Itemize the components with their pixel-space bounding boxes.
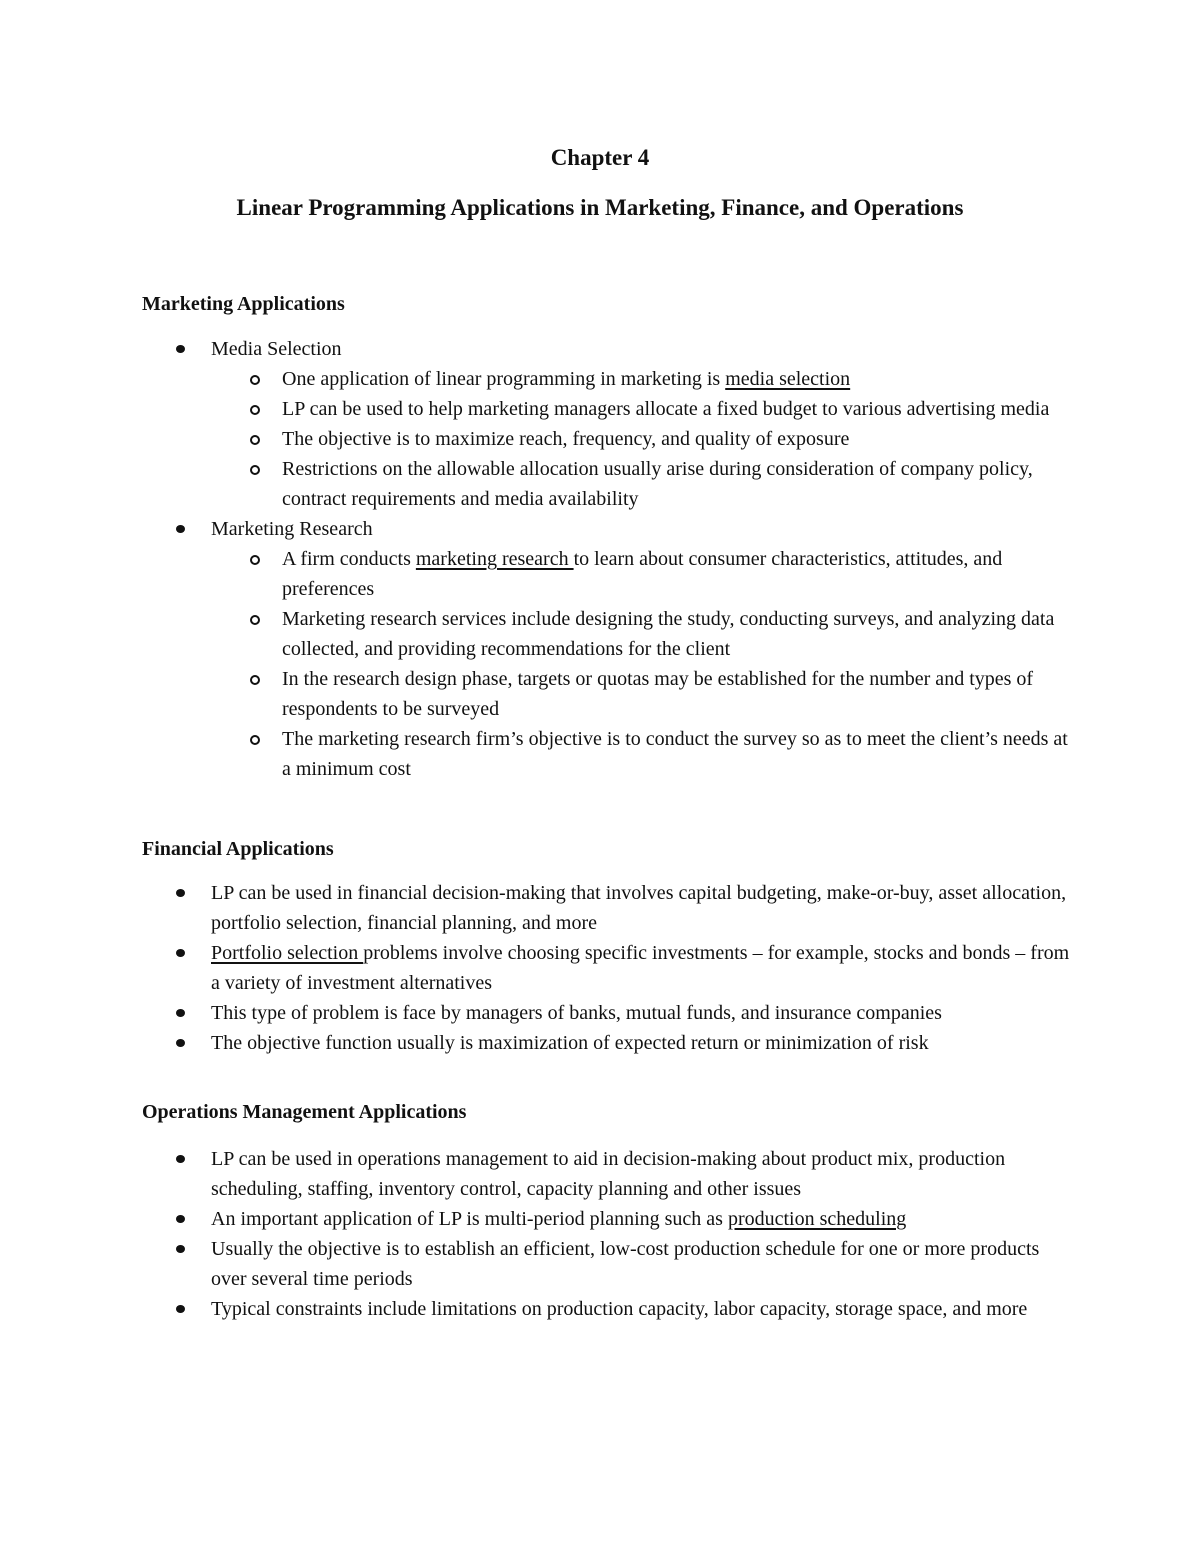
list-item-text: The marketing research firm’s objective is to conduct the survey so as to meet the client’s needs at a minimum cost [282,728,1068,780]
list-item-text: LP can be used in operations management to aid in decision-making about product mix, production scheduling, staffing, inventory control, capacity planning and other issues [211,1148,1006,1200]
list-item-text: problems involve choosing specific investments – for example, stocks and bonds – from a variety of investment alternatives [211,942,1070,994]
bullet-circle-icon [250,465,260,475]
section-heading-operations: Operations Management Applications [142,1101,467,1123]
bullet-dot-icon [176,1215,185,1223]
list-item [0,878,1071,938]
underlined-term: production scheduling [727,1208,907,1230]
operations-list [0,1144,1200,1324]
bullet-circle-icon [250,735,260,745]
bullet-dot-icon [176,949,185,957]
bullet-dot-icon [176,1245,185,1253]
bullet-circle-icon [250,675,260,685]
list-item-text: to learn about consumer characteristics, attitudes, and preferences [282,548,1003,600]
bullet-dot-icon [176,345,185,353]
list-item [0,604,1072,664]
chapter-title: Chapter 4 [550,145,650,170]
list-item-text: The objective is to maximize reach, frequency, and quality of exposure [282,428,850,450]
list-item [0,1204,1071,1234]
financial-list [0,878,1200,1058]
marketing-list [0,334,1200,784]
list-item-text: Marketing research services include designing the study, conducting surveys, and analyzing data collected, and providing recommendations for the client [282,608,1055,660]
list-item-marketing-research [0,514,1071,544]
list-item [0,1028,1091,1058]
list-item-text: An important application of LP is multi-period planning such as [211,1208,728,1230]
underlined-term: marketing research [415,548,574,570]
list-item-text: LP can be used in financial decision-making that involves capital budgeting, make-or-buy, asset allocation, portfolio selection, financial planning, and more [211,882,1067,934]
list-item-text: This type of problem is face by managers of banks, mutual funds, and insurance companies [211,1002,942,1024]
bullet-dot-icon [176,1305,185,1313]
list-item [0,394,1072,424]
list-item-text: LP can be used to help marketing managers allocate a fixed budget to various advertising media [282,398,1050,420]
list-item-text: The objective function usually is maximization of expected return or minimization of risk [211,1032,929,1054]
list-item-label: Media Selection [211,338,342,360]
bullet-dot-icon [176,889,185,897]
bullet-dot-icon [176,1155,185,1163]
list-item [0,364,1072,394]
section-heading-financial: Financial Applications [142,838,334,860]
list-item [0,1294,1071,1324]
list-item [0,938,1071,998]
list-item-text: In the research design phase, targets or quotas may be established for the number and types of respondents to be surveyed [282,668,1034,720]
list-item [0,544,1072,604]
section-heading-marketing: Marketing Applications [142,293,345,315]
list-item [0,424,1072,454]
list-item-text: Typical constraints include limitations on production capacity, labor capacity, storage space, and more [211,1298,1028,1320]
list-item-text: One application of linear programming in marketing is [282,368,726,390]
list-item-label: Marketing Research [211,518,373,540]
list-item-media-selection [0,334,1071,364]
underlined-term: Portfolio selection [211,942,364,964]
bullet-dot-icon [176,1009,185,1017]
list-item [0,454,1072,514]
list-item [0,998,1071,1028]
bullet-circle-icon [250,555,260,565]
bullet-dot-icon [176,525,185,533]
bullet-dot-icon [176,1039,185,1047]
list-item [0,724,1072,784]
list-item-text: Restrictions on the allowable allocation usually arise during consideration of company policy, contract requirements and media availability [282,458,1033,510]
list-item-text: A firm conducts [282,548,416,570]
bullet-circle-icon [250,405,260,415]
list-item [0,1144,1071,1204]
bullet-circle-icon [250,435,260,445]
list-item [0,1234,1071,1294]
bullet-circle-icon [250,375,260,385]
list-item [0,664,1072,724]
document-title: Linear Programming Applications in Marketing, Finance, and Operations [236,195,964,220]
underlined-term: media selection [725,368,851,390]
bullet-circle-icon [250,615,260,625]
list-item-text: Usually the objective is to establish an efficient, low-cost production schedule for one or more products over several time periods [211,1238,1040,1290]
